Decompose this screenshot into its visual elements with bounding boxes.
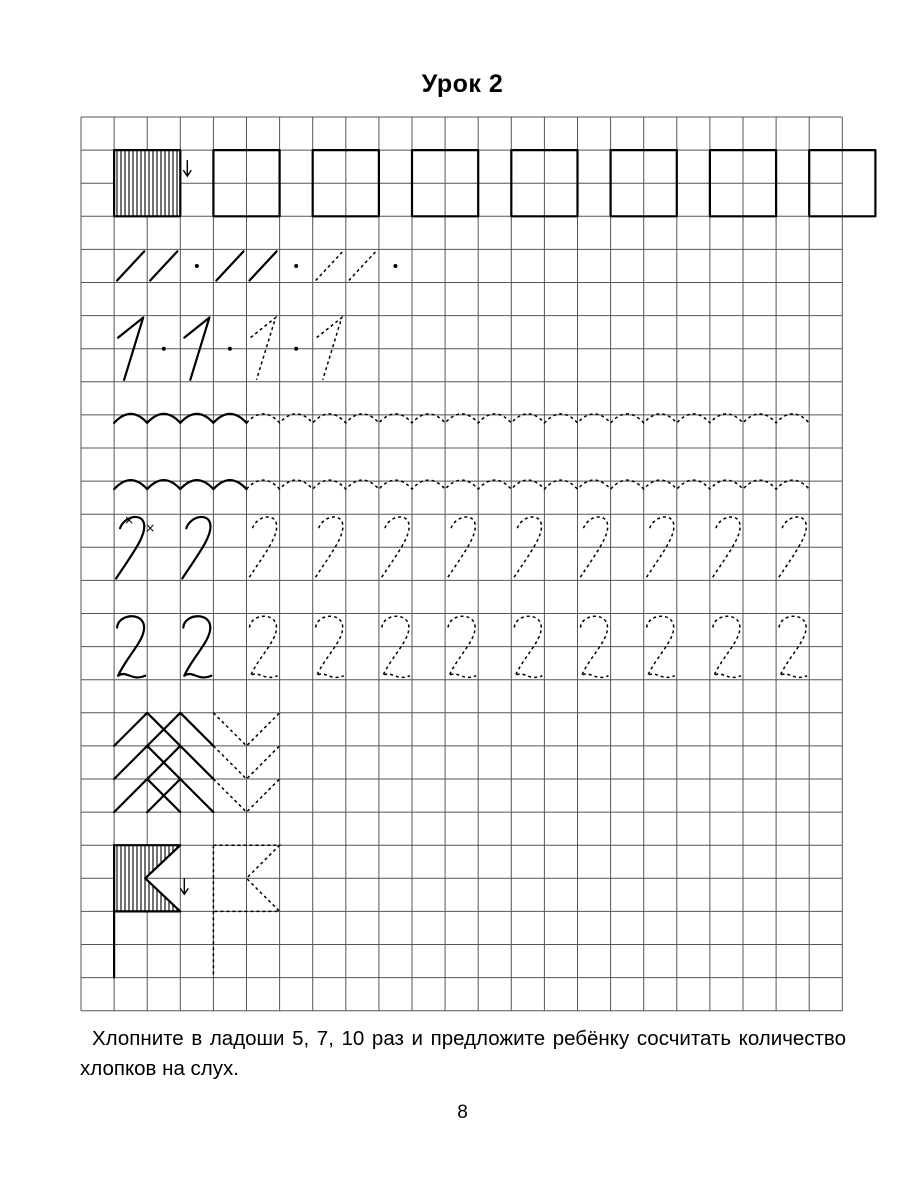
dot-mark	[228, 347, 232, 351]
dotted-stick	[349, 251, 376, 280]
dot-mark	[393, 264, 397, 268]
page-title: Урок 2	[421, 70, 504, 98]
page-number: 8	[457, 1102, 468, 1123]
down-arrow-icon	[183, 160, 191, 176]
dotted-stick	[316, 251, 343, 280]
hatched-square-sample	[114, 150, 180, 216]
slanted-stick	[150, 251, 177, 280]
dot-mark	[294, 264, 298, 268]
dot-mark	[162, 347, 166, 351]
grid-lines	[81, 117, 842, 1011]
slanted-stick	[117, 251, 144, 280]
marks	[124, 160, 397, 894]
dot-mark	[294, 347, 298, 351]
solid-examples	[114, 150, 875, 978]
start-mark: ×	[124, 513, 135, 528]
instruction-text: Хлопните в ладоши 5, 7, 10 раз и предложите ребёнку сосчитать количество хлопков на слух.	[80, 1027, 846, 1080]
down-arrow-icon	[180, 878, 188, 894]
dot-mark	[195, 264, 199, 268]
slanted-stick	[216, 251, 243, 280]
start-mark: ×	[145, 521, 156, 536]
slanted-stick	[250, 251, 277, 280]
